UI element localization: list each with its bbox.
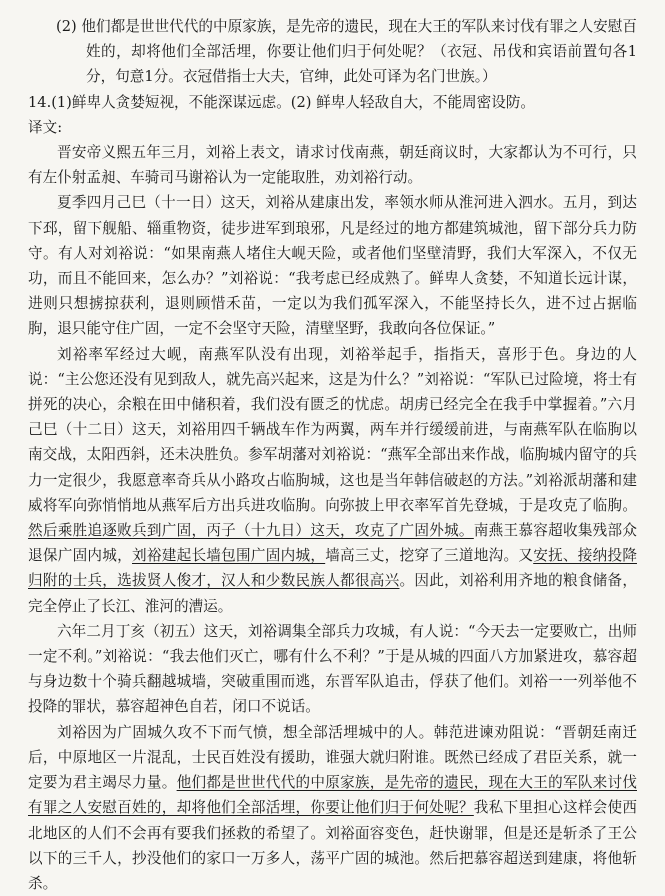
translation-heading: 译文: (28, 118, 63, 136)
paragraph-3-text-a: 刘裕率军经过大岘，南燕军队没有出现，刘裕举起手，指指天，喜形于色。身边的人说：“主公您还没有见到敌人，就先高兴起来，这是为什么？”刘裕说：“军队已过险境，将士有拼死的决心，余粮在田中储积着，我们没有匮乏的忧虑。胡虏已经完全在我手中掌握着。”六月己巳（十二日）这天，刘裕用四千辆战车作为两翼，两车并行缓缓前进，与南燕军队在临朐以南交战，太阳西斜，还未决胜负。参军胡藩对刘裕说：“燕军全部出来作战，临朐城内留守的兵力一定很少，我愿意率奇兵从小路攻占临朐城，这也是当年韩信破赵的方法。”刘裕派胡藩和建威将军向弥悄悄地从燕军后方出兵进攻临朐。向弥披上甲衣率军首先登城，于是攻克了临朐。 (28, 345, 637, 514)
translation-paragraph-5 (28, 720, 637, 896)
translation-paragraph-3 (28, 342, 637, 619)
translation-paragraph-1: 晋安帝义熙五年三月，刘裕上表文，请求讨伐南燕，朝廷商议时，大家都认为不可行，只有左仆射孟昶、车骑司马谢裕认为一定能取胜，劝刘裕行动。 (28, 144, 637, 187)
underlined-sentence-1: 然后乘胜追逐败兵到广固，丙子（十九日）这天，攻克了广固外城。 (28, 522, 474, 540)
answer-14: 14.(1)鲜卑人贪婪短视，不能深谋远虑。(2) 鲜卑人轻敌自大，不能周密设防。 (28, 93, 536, 111)
answer-13-2: (2) 他们都是世世代代的中原家族，是先帝的遗民，现在大王的军队来讨伐有罪之人安慰百姓的，却将他们全部活埋，你要让他们归于何处呢？（衣冠、吊伐和宾语前置句各1分，句意1分。衣冠借指士大夫，官绅，此处可译为名门世族。） (56, 18, 637, 86)
paragraph-5-text-a: 刘裕因为广固城久攻不下而气愤，想全部活埋城中的人。韩范进谏劝阻说：“晋朝廷南迁后，中原地区一片混乱，士民百姓没有援助，谁强大就归附谁。既然已经成了君臣关系，就一定要为君主竭尽力量。 (28, 723, 637, 792)
paragraph-3-text-c: 墙高三丈，挖穿了三道地沟。又 (325, 547, 534, 565)
underlined-sentence-2: 刘裕建起长墙包围广固内城， (132, 547, 326, 565)
paragraph-5-text-b: 我私下里担心这样会使西北地区的人们不会再有要我们拯救的希望了。刘裕面容变色，赶快谢罪，但是还是斩杀了王公以下的三千人，抄没他们的家口一万多人，荡平广固的城池。然后把慕容超送到建康，将他斩杀。 (28, 799, 637, 892)
paragraph-3-text-b: 南燕王慕容超收集残部众退保广固内城， (28, 522, 637, 565)
underlined-sentence-4: 他们都是世世代代的中原家族，是先帝的遗民，现在大王的军队来讨伐有罪之人安慰百姓的，却将他们全部活埋，你要让他们归于何处呢？ (28, 774, 637, 817)
translation-paragraph-2: 夏季四月己巳（十一日）这天，刘裕从建康出发，率领水师从淮河进入泗水。五月，到达下邳，留下舰船、辎重物资，徒步进军到琅邪，凡是经过的地方都建筑城池，留下部分兵力防守。有人对刘裕说：“如果南燕人堵住大岘天险，或者他们坚壁清野，我们大军深入，不仅无功，而且不能回来，怎么办？”刘裕说：“我考虑已经成熟了。鲜卑人贪婪，不知道长远计谋，进则只想掳掠获利，退则顾惜禾苗，一定以为我们孤军深入，不能坚持长久，进不过占据临朐，退只能守住广固，一定不会坚守天险，清壁坚野，我敢向各位保证。” (28, 194, 637, 338)
paragraph-3-text-d: 。因此，刘裕利用齐地的粮食储备，完全停止了长江、淮河的漕运。 (28, 572, 637, 615)
underlined-sentence-3: 安抚、接纳投降归附的士兵，选拔贤人俊才，汉人和少数民族人都很高兴 (28, 547, 637, 590)
translation-paragraph-4: 六年二月丁亥（初五）这天，刘裕调集全部兵力攻城，有人说：“今天去一定要败亡，出师一定不利。”刘裕说：“我去他们灭亡，哪有什么不利？”于是从城的四面八方加紧进攻，慕容超与身边数十个骑兵翻越城墙，突破重围而逃，东晋军队追击，俘获了他们。刘裕一一列举他不投降的罪状，慕容超神色自若，闭口不说话。 (28, 622, 637, 716)
